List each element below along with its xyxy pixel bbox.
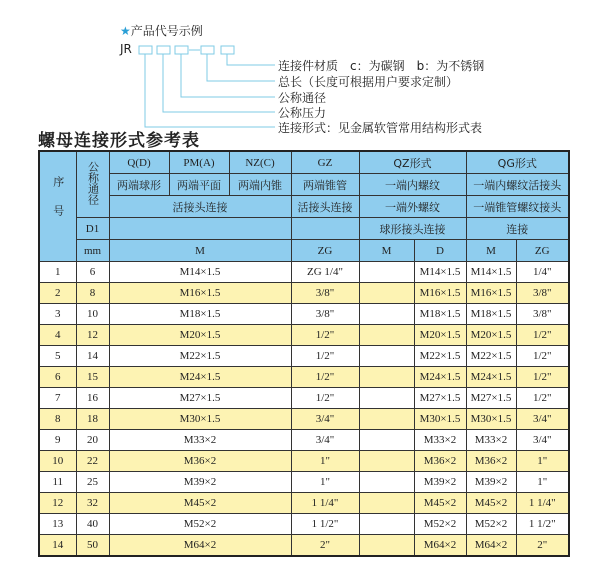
cell-qg-m: M22×1.5 [466,346,516,367]
cell-dn: 18 [76,409,109,430]
cell-thread-m: M27×1.5 [109,388,291,409]
cell-qz-m [359,367,414,388]
cell-dn: 6 [76,262,109,283]
cell-seq: 1 [39,262,76,283]
code-box [221,46,234,54]
code-box [201,46,214,54]
header-zg: ZG [291,240,359,262]
cell-qg-m: M16×1.5 [466,283,516,304]
cell-qg-m: M64×2 [466,535,516,557]
cell-dn: 12 [76,325,109,346]
cell-qz-m [359,325,414,346]
cell-qg-zg: 1" [516,451,569,472]
cell-qg-zg: 3/4" [516,430,569,451]
cell-qg-m: M52×2 [466,514,516,535]
cell-gz-zg: 1 1/4" [291,493,359,514]
cell-seq: 4 [39,325,76,346]
cell-qg-m: M30×1.5 [466,409,516,430]
cell-qz-m [359,514,414,535]
cell-qz-m [359,283,414,304]
table-row [39,430,569,451]
cell-dn: 10 [76,304,109,325]
cell-thread-m: M30×1.5 [109,409,291,430]
header-nz: NZ(C) [229,151,291,174]
heading-text: 产品代号示例 [130,24,203,38]
code-prefix: JR [120,42,132,56]
header-nominal: 公称通径 [76,151,109,218]
cell-gz-zg: 1/2" [291,346,359,367]
cell-qg-m: M33×2 [466,430,516,451]
cell-qg-zg: 1/2" [516,367,569,388]
cell-thread-m: M45×2 [109,493,291,514]
cell-dn: 15 [76,367,109,388]
header-unit: mm [76,240,109,262]
cell-qg-zg: 3/8" [516,304,569,325]
nut-connection-table [38,150,570,557]
cell-seq: 5 [39,346,76,367]
table-row [39,535,569,557]
cell-qz-m [359,535,414,557]
cell-qz-m [359,430,414,451]
cell-qg-zg: 1" [516,472,569,493]
cell-qz-d: M36×2 [414,451,466,472]
table-row [39,304,569,325]
cell-qz-d: M30×1.5 [414,409,466,430]
cell-seq: 2 [39,283,76,304]
header-qd: Q(D) [109,151,169,174]
header-desc: 两端内锥 [229,174,291,196]
cell-dn: 22 [76,451,109,472]
table-row [39,472,569,493]
cell-qg-zg: 1 1/4" [516,493,569,514]
cell-qz-d: M33×2 [414,430,466,451]
cell-seq: 11 [39,472,76,493]
cell-dn: 50 [76,535,109,557]
header-desc: 连接 [466,218,569,240]
header-zg: ZG [516,240,569,262]
table-body [39,262,569,557]
cell-qz-m [359,493,414,514]
table-row [39,493,569,514]
cell-qz-d: M16×1.5 [414,283,466,304]
header-empty [109,218,291,240]
leader-line [163,54,275,112]
header-desc: 两端球形 [109,174,169,196]
cell-gz-zg: 3/4" [291,430,359,451]
cell-dn: 25 [76,472,109,493]
cell-qz-m [359,472,414,493]
header-desc: 活接头连接 [109,196,291,218]
cell-qz-d: M64×2 [414,535,466,557]
code-box [139,46,152,54]
cell-gz-zg: ZG 1/4" [291,262,359,283]
cell-gz-zg: 1/2" [291,388,359,409]
cell-thread-m: M24×1.5 [109,367,291,388]
cell-gz-zg: 1/2" [291,367,359,388]
table-row [39,283,569,304]
header-m: M [359,240,414,262]
cell-qg-zg: 2" [516,535,569,557]
header-desc: 球形接头连接 [359,218,466,240]
cell-qg-m: M27×1.5 [466,388,516,409]
cell-dn: 40 [76,514,109,535]
cell-qg-zg: 1/2" [516,388,569,409]
header-d: D [414,240,466,262]
cell-gz-zg: 3/8" [291,283,359,304]
cell-qz-d: M22×1.5 [414,346,466,367]
cell-qg-zg: 1/4" [516,262,569,283]
header-desc: 两端平面 [169,174,229,196]
header-pm: PM(A) [169,151,229,174]
cell-qg-m: M39×2 [466,472,516,493]
star-icon: ★ [120,24,131,38]
cell-thread-m: M14×1.5 [109,262,291,283]
cell-qz-m [359,262,414,283]
table-row [39,409,569,430]
cell-qg-m: M14×1.5 [466,262,516,283]
cell-thread-m: M16×1.5 [109,283,291,304]
code-box [175,46,188,54]
table-row [39,346,569,367]
header-desc: 活接头连接 [291,196,359,218]
cell-seq: 14 [39,535,76,557]
cell-qz-m [359,304,414,325]
cell-qg-zg: 3/8" [516,283,569,304]
header-m: M [109,240,291,262]
table-row [39,451,569,472]
cell-thread-m: M39×2 [109,472,291,493]
cell-qz-m [359,346,414,367]
cell-qz-d: M24×1.5 [414,367,466,388]
cell-qg-zg: 1 1/2" [516,514,569,535]
cell-gz-zg: 1/2" [291,325,359,346]
cell-qg-m: M36×2 [466,451,516,472]
label-nominal-pressure: 公称压力 [278,106,327,120]
cell-dn: 32 [76,493,109,514]
cell-qz-m [359,388,414,409]
cell-qg-m: M24×1.5 [466,367,516,388]
cell-qz-d: M45×2 [414,493,466,514]
cell-thread-m: M22×1.5 [109,346,291,367]
cell-seq: 13 [39,514,76,535]
header-desc: 两端锥管 [291,174,359,196]
header-m: M [466,240,516,262]
cell-seq: 6 [39,367,76,388]
header-seq: 序号 [39,151,76,262]
cell-seq: 12 [39,493,76,514]
cell-seq: 9 [39,430,76,451]
cell-qz-d: M14×1.5 [414,262,466,283]
header-desc: 一端锥管螺纹接头 [466,196,569,218]
cell-gz-zg: 1" [291,472,359,493]
header-gz: GZ [291,151,359,174]
label-length: 总长（长度可根据用户要求定制） [278,75,459,89]
cell-gz-zg: 2" [291,535,359,557]
cell-qg-zg: 1/2" [516,346,569,367]
header-desc: 一端外螺纹 [359,196,466,218]
table-row [39,325,569,346]
table-row [39,367,569,388]
leader-line [207,54,275,81]
cell-dn: 16 [76,388,109,409]
cell-gz-zg: 1" [291,451,359,472]
label-material: 连接件材质 c：为碳钢 b：为不锈钢 [278,59,485,73]
cell-seq: 3 [39,304,76,325]
cell-qz-d: M20×1.5 [414,325,466,346]
cell-gz-zg: 3/4" [291,409,359,430]
header-desc: 一端内螺纹活接头 [466,174,569,196]
cell-dn: 8 [76,283,109,304]
code-box [157,46,170,54]
cell-qg-m: M18×1.5 [466,304,516,325]
cell-seq: 7 [39,388,76,409]
cell-qz-d: M18×1.5 [414,304,466,325]
cell-qz-d: M52×2 [414,514,466,535]
header-qg: QG形式 [466,151,569,174]
cell-qz-m [359,451,414,472]
cell-qg-zg: 1/2" [516,325,569,346]
cell-thread-m: M36×2 [109,451,291,472]
leader-line [227,54,275,65]
cell-qz-d: M39×2 [414,472,466,493]
cell-qg-zg: 3/4" [516,409,569,430]
header-desc: 一端内螺纹 [359,174,466,196]
cell-thread-m: M33×2 [109,430,291,451]
header-qz: QZ形式 [359,151,466,174]
cell-qz-d: M27×1.5 [414,388,466,409]
cell-qg-m: M45×2 [466,493,516,514]
cell-qg-m: M20×1.5 [466,325,516,346]
table-row [39,262,569,283]
cell-thread-m: M64×2 [109,535,291,557]
leader-line [181,54,275,97]
table-row [39,388,569,409]
header-d1: D1 [76,218,109,240]
cell-thread-m: M52×2 [109,514,291,535]
cell-seq: 8 [39,409,76,430]
cell-thread-m: M18×1.5 [109,304,291,325]
label-nominal-diameter: 公称通径 [278,91,327,105]
cell-seq: 10 [39,451,76,472]
header-empty [291,218,359,240]
cell-dn: 14 [76,346,109,367]
table-row [39,514,569,535]
label-connection-form: 连接形式：见金属软管常用结构形式表 [278,121,483,135]
cell-gz-zg: 1 1/2" [291,514,359,535]
cell-gz-zg: 3/8" [291,304,359,325]
table-title: 螺母连接形式参考表 [38,131,200,151]
cell-thread-m: M20×1.5 [109,325,291,346]
cell-dn: 20 [76,430,109,451]
cell-qz-m [359,409,414,430]
